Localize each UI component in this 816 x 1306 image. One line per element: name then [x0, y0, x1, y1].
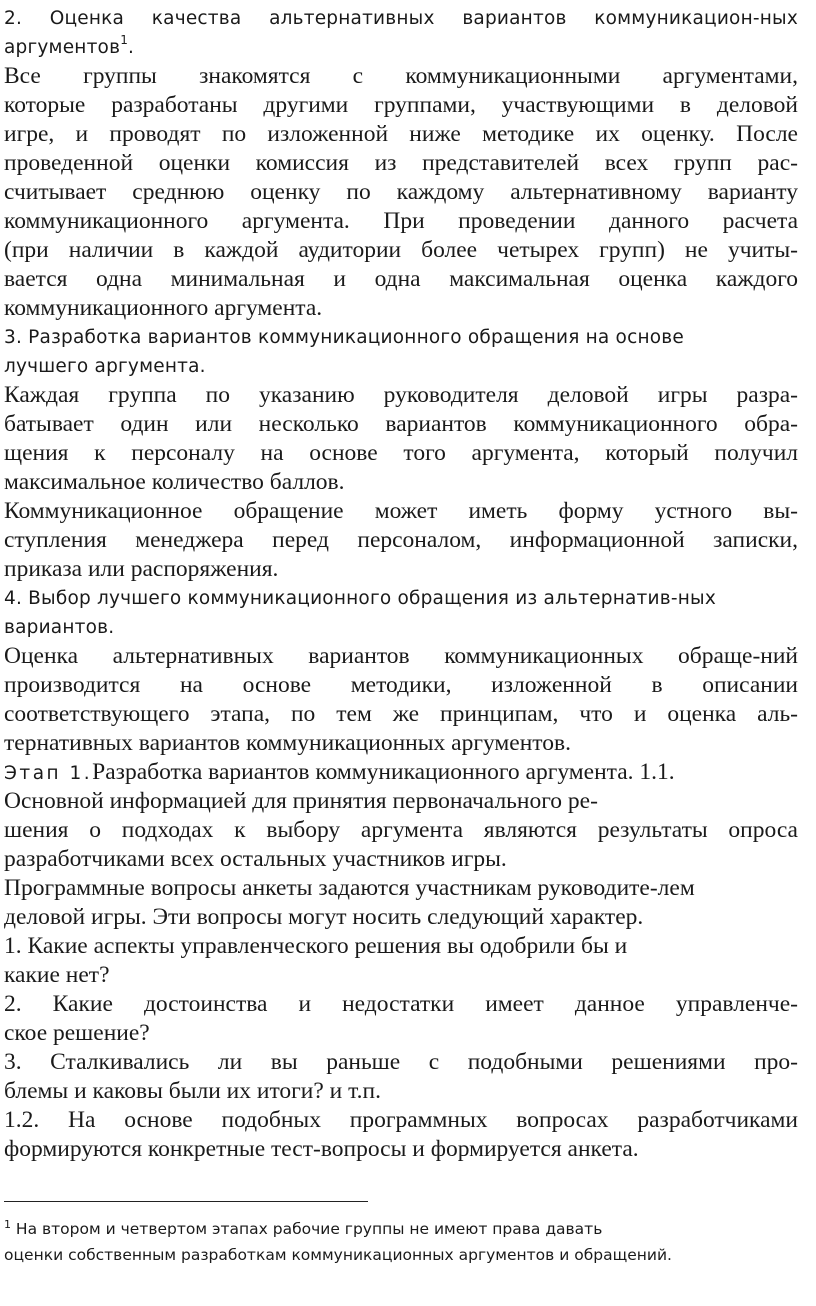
paragraph-line: Каждая группа по указанию руководителя деловой игры разра-: [4, 382, 798, 408]
list-item: блемы и каковы были их итоги? и т.п.: [4, 1078, 381, 1104]
paragraph-line: считывает среднюю оценку по каждому альтернативному варианту: [4, 179, 798, 205]
paragraph-line: шения о подходах к выбору аргумента являются результаты опроса: [4, 817, 798, 843]
stage-title: Разработка вариантов коммуникационного аргумента. 1.1.: [92, 759, 675, 785]
footnote-ref: 1: [120, 33, 129, 47]
section-3-heading-cont: лучшего аргумента.: [4, 356, 206, 377]
paragraph-line: деловой игры. Эти вопросы могут носить следующий характер.: [4, 904, 644, 930]
list-item: ское решение?: [4, 1020, 150, 1046]
stage-1-heading: [4, 758, 798, 788]
paragraph-line: вается одна минимальная и одна максимальная оценка каждого: [4, 266, 798, 292]
section-4-heading-cont: вариантов.: [4, 617, 115, 638]
paragraph-line: Оценка альтернативных вариантов коммуникационных обраще-ний: [4, 643, 798, 669]
stage-label: Этап 1.: [4, 763, 93, 784]
paragraph-line: батывает один или несколько вариантов коммуникационного обра-: [4, 411, 798, 437]
paragraph-line: которые разработаны другими группами, участвующими в деловой: [4, 92, 798, 118]
paragraph-line: Программные вопросы анкеты задаются участникам руководите-лем: [4, 875, 695, 901]
paragraph-line: 1.2. На основе подобных программных вопросах разработчиками: [4, 1107, 798, 1133]
paragraph-line: щения к персоналу на основе того аргумента, который получил: [4, 440, 798, 466]
paragraph-line: коммуникационного аргумента. При проведении данного расчета: [4, 208, 798, 234]
footnote-marker: 1: [4, 1218, 11, 1231]
paragraph-line: Коммуникационное обращение может иметь форму устного вы-: [4, 498, 798, 524]
paragraph-line: соответствующего этапа, по тем же принципам, что и оценка аль-: [4, 701, 798, 727]
section-2-heading-cont: аргументов$^1$.: [4, 33, 135, 58]
paragraph-line: формируются конкретные тест-вопросы и формируется анкета.: [4, 1136, 639, 1162]
paragraph-line: производится на основе методики, изложенной в описании: [4, 672, 798, 698]
paragraph-line: (при наличии в каждой аудитории более четырех групп) не учиты-: [4, 237, 798, 263]
list-item: 3. Сталкивались ли вы раньше с подобными решениями про-: [4, 1049, 798, 1075]
footnote-divider: [4, 1201, 368, 1202]
paragraph-line: максимальное количество баллов.: [4, 469, 345, 495]
list-item: 2. Какие достоинства и недостатки имеет данное управленче-: [4, 991, 798, 1017]
paragraph-line: Все группы знакомятся с коммуникационными аргументами,: [4, 63, 798, 89]
paragraph-line: приказа или распоряжения.: [4, 556, 279, 582]
footnote-line: $^1$ На втором и четвертом этапах рабочие группы не имеют права давать: [4, 1218, 603, 1238]
paragraph-line: Основной информацией для принятия первоначального ре-: [4, 788, 598, 814]
paragraph-line: игре, и проводят по изложенной ниже методике их оценку. После: [4, 121, 798, 147]
footnote-line: оценки собственным разработкам коммуникационных аргументов и обращений.: [4, 1246, 672, 1264]
list-item: какие нет?: [4, 962, 110, 988]
paragraph-line: разработчиками всех остальных участников игры.: [4, 846, 507, 872]
list-item: 1. Какие аспекты управленческого решения вы одобрили бы и: [4, 933, 628, 959]
paragraph-line: коммуникационного аргумента.: [4, 295, 323, 321]
section-4-heading: 4. Выбор лучшего коммуникационного обращения из альтернатив-ных: [4, 588, 716, 609]
paragraph-line: тернативных вариантов коммуникационных аргументов.: [4, 730, 571, 756]
section-2-heading: 2. Оценка качества альтернативных вариантов коммуникацион-ных: [4, 8, 798, 29]
paragraph-line: ступления менеджера перед персоналом, информационной записки,: [4, 527, 798, 553]
section-3-heading: 3. Разработка вариантов коммуникационного обращения на основе: [4, 327, 684, 348]
paragraph-line: проведенной оценки комиссия из представителей всех групп рас-: [4, 150, 798, 176]
